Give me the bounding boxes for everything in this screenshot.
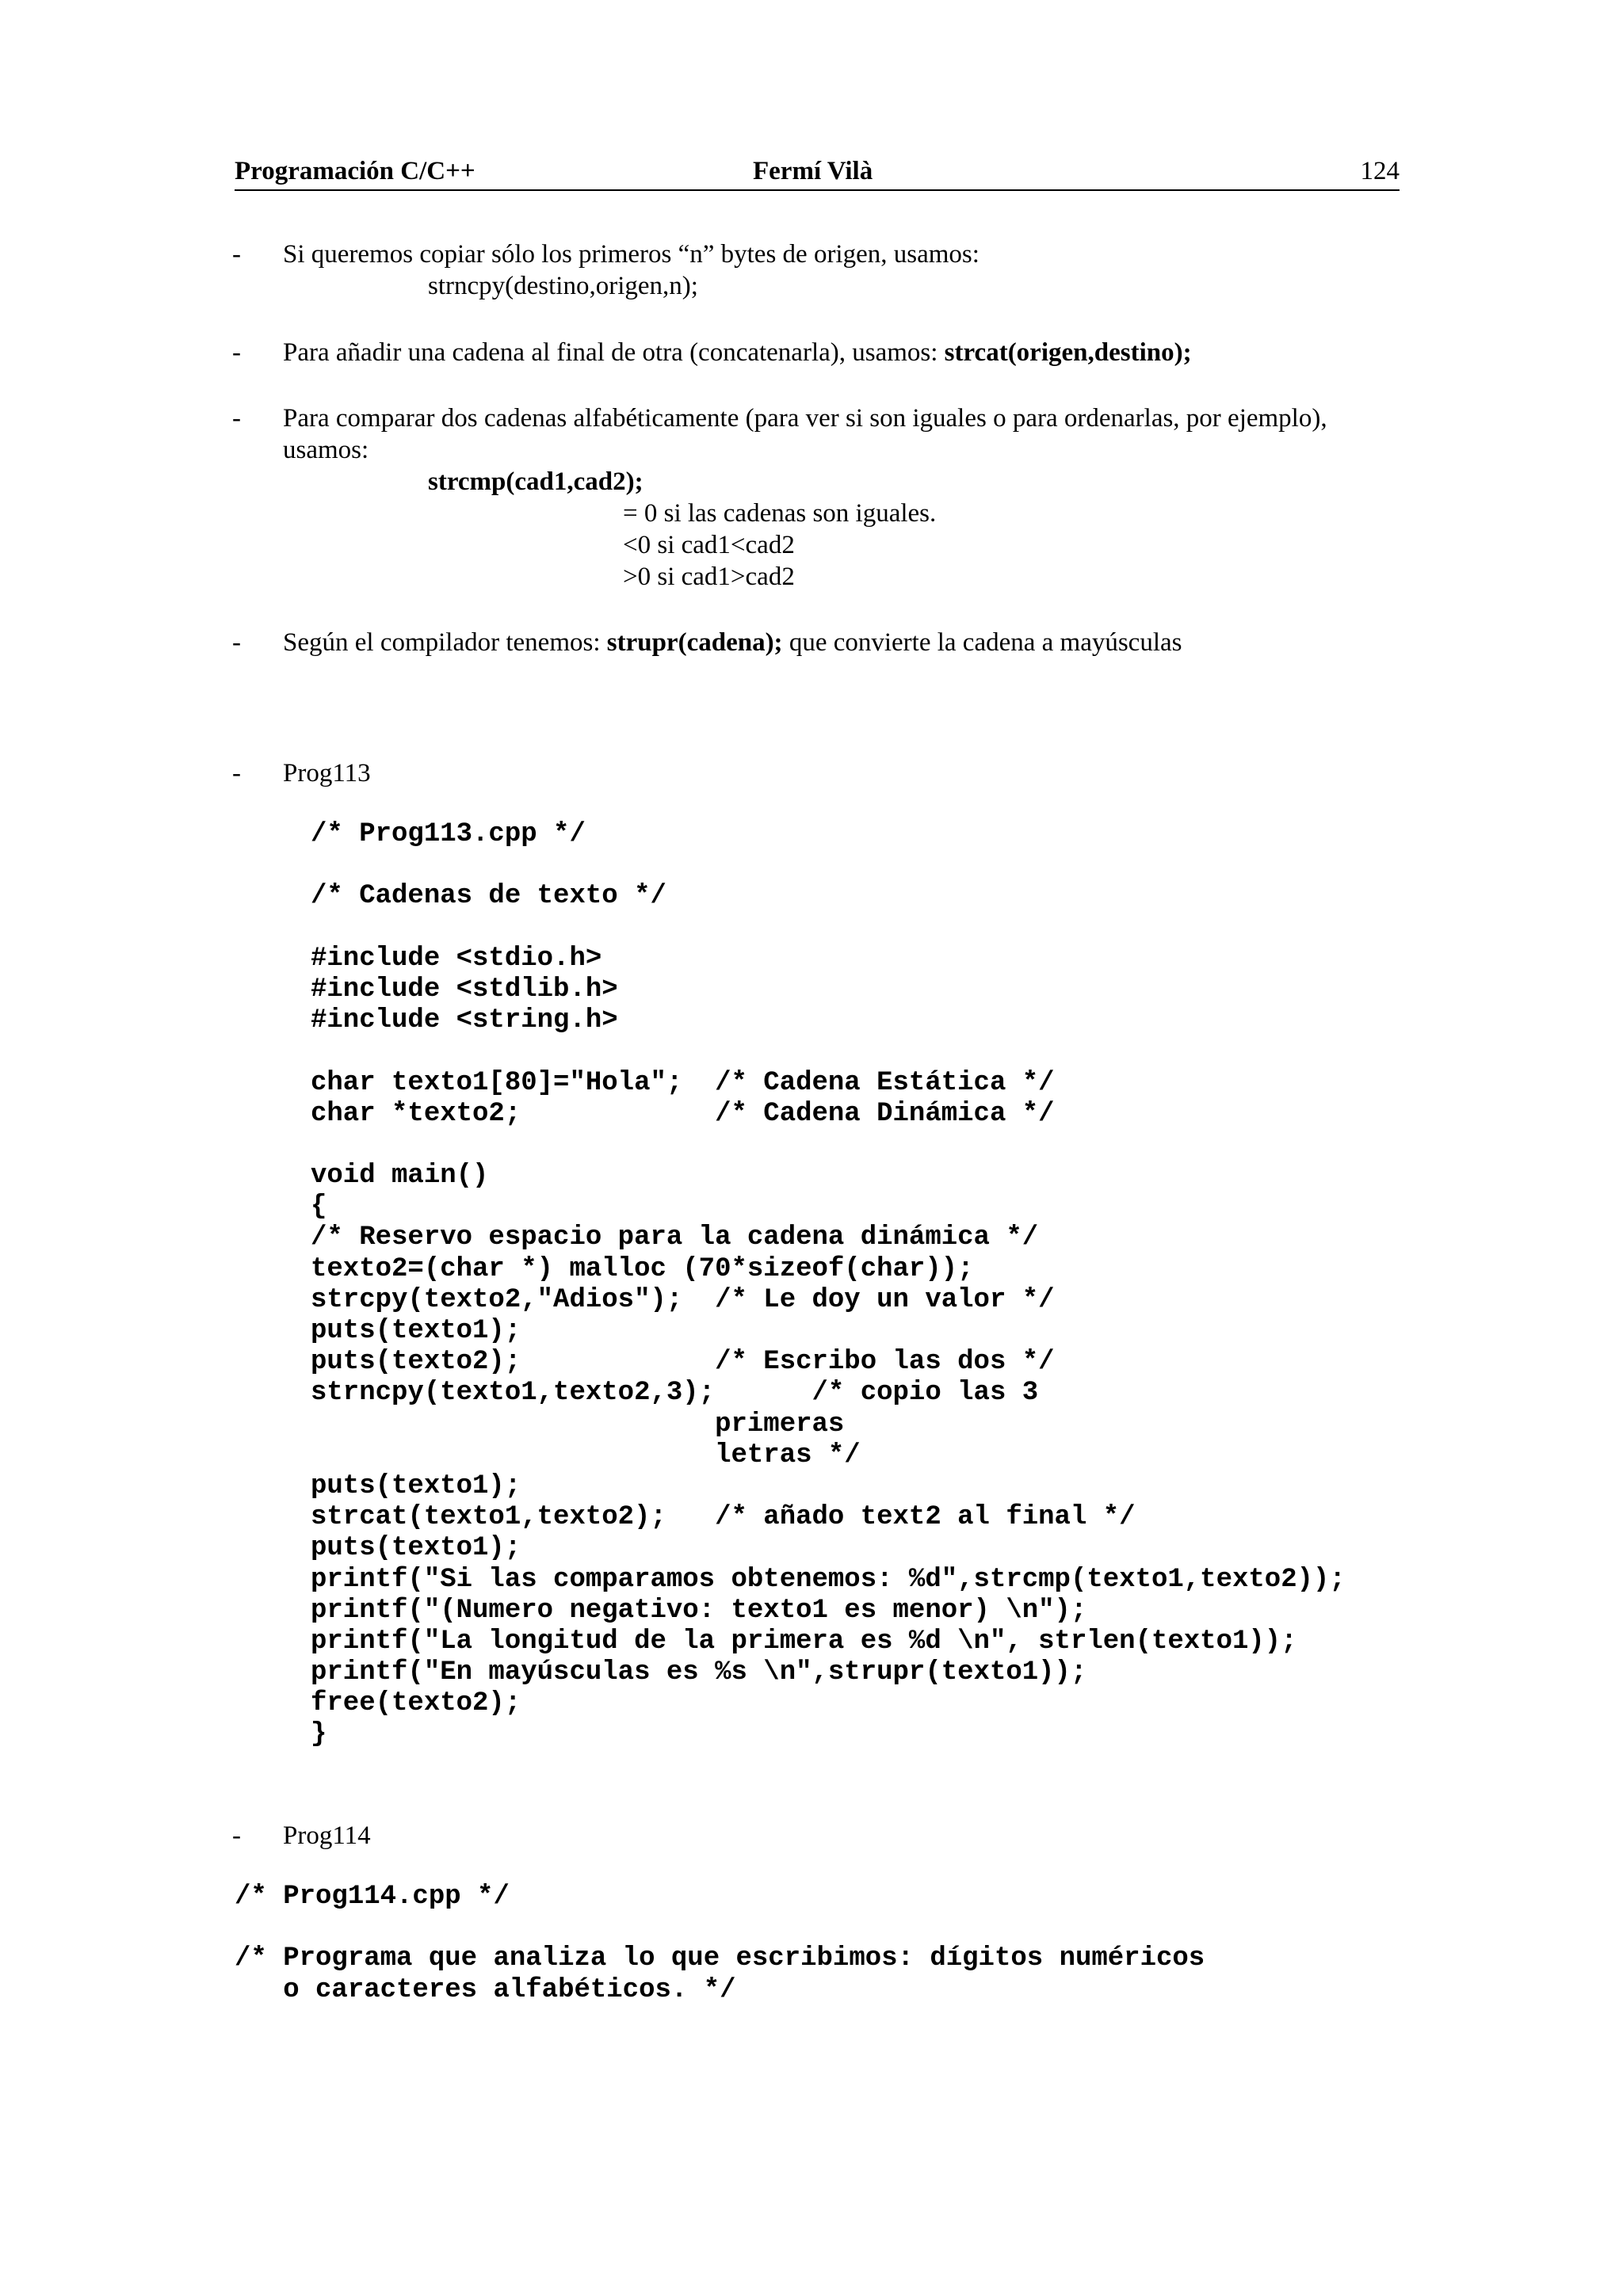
code-line: o caracteres alfabéticos. */	[235, 1974, 736, 2005]
bullet-marker: -	[232, 759, 241, 788]
strcmp-description-line1: Para comparar dos cadenas alfabéticamente (para ver si son iguales o para ordenarlas, por ejemplo),	[283, 404, 1327, 433]
code-line	[311, 1036, 1346, 1067]
page-number: 124	[1360, 157, 1400, 185]
code-line: void main()	[311, 1161, 489, 1192]
code-line	[311, 850, 1346, 881]
code-line: printf("Si las comparamos obtenemos: %d",strcmp(texto1,texto2));	[311, 1564, 1346, 1595]
bullet-marker: -	[232, 404, 241, 433]
bullet-marker: -	[232, 1821, 241, 1850]
strcmp-result-less: <0 si cad1<cad2	[623, 531, 795, 559]
strcmp-description-line2: usamos:	[283, 436, 369, 464]
code-line: {	[311, 1192, 327, 1222]
strupr-after: que convierte la cadena a mayúsculas	[782, 628, 1182, 657]
strcat-description	[283, 337, 1192, 368]
code-line: strncpy(texto1,texto2,3); /* copio las 3	[311, 1378, 1039, 1409]
prog114-label: Prog114	[283, 1821, 371, 1850]
code-line: texto2=(char *) malloc (70*sizeof(char));	[311, 1253, 974, 1284]
code-line: puts(texto1);	[311, 1470, 521, 1501]
code-line: }	[311, 1719, 327, 1750]
prog114-code-listing	[235, 1882, 1205, 2006]
strncpy-example: strncpy(destino,origen,n);	[428, 272, 698, 300]
header-title: Programación C/C++	[235, 157, 475, 185]
code-line	[235, 1913, 1205, 1943]
header-rule	[235, 189, 1400, 191]
code-line: /* Reservo espacio para la cadena dinámica */	[311, 1222, 1039, 1253]
header-author: Fermí Vilà	[753, 157, 873, 185]
code-line: /* Prog113.cpp */	[311, 819, 586, 849]
code-line: puts(texto1);	[311, 1316, 521, 1346]
bullet-marker: -	[232, 240, 241, 269]
code-line: printf("La longitud de la primera es %d \n", strlen(texto1));	[311, 1626, 1297, 1657]
strcmp-result-equal: = 0 si las cadenas son iguales.	[623, 499, 937, 528]
code-line: /* Prog114.cpp */	[235, 1882, 510, 1912]
strupr-description	[283, 627, 1182, 658]
code-line: #include <string.h>	[311, 1005, 618, 1036]
strcmp-function: strcmp(cad1,cad2);	[428, 467, 643, 496]
code-line	[311, 913, 1346, 944]
strcat-text: Para añadir una cadena al final de otra (concatenarla), usamos:	[283, 338, 945, 367]
code-line: strcpy(texto2,"Adios"); /* Le doy un valor */	[311, 1284, 1055, 1315]
code-line: /* Cadenas de texto */	[311, 881, 666, 912]
code-line: char texto1[80]="Hola"; /* Cadena Estática */	[311, 1067, 1055, 1098]
code-line: printf("(Numero negativo: texto1 es menor) \n");	[311, 1595, 1087, 1626]
code-line: free(texto2);	[311, 1688, 521, 1719]
strupr-function: strupr(cadena);	[606, 628, 783, 657]
code-line: printf("En mayúsculas es %s \n",strupr(texto1));	[311, 1657, 1087, 1688]
bullet-marker: -	[232, 338, 241, 367]
bullet-marker: -	[232, 628, 241, 657]
code-line: char *texto2; /* Cadena Dinámica */	[311, 1098, 1055, 1129]
code-line	[311, 1130, 1346, 1161]
code-line: #include <stdlib.h>	[311, 974, 618, 1005]
prog113-label: Prog113	[283, 759, 371, 788]
strcmp-result-greater: >0 si cad1>cad2	[623, 563, 795, 591]
strupr-text: Según el compilador tenemos:	[283, 628, 607, 657]
code-line: #include <stdio.h>	[311, 943, 602, 974]
code-line: /* Programa que analiza lo que escribimos: dígitos numéricos	[235, 1943, 1205, 1974]
strncpy-description: Si queremos copiar sólo los primeros “n” bytes de origen, usamos:	[283, 240, 980, 269]
code-line: puts(texto1);	[311, 1533, 521, 1564]
strcat-function: strcat(origen,destino);	[944, 338, 1192, 367]
prog113-code-listing	[311, 819, 1346, 1751]
code-line: letras */	[311, 1440, 861, 1470]
code-line: strcat(texto1,texto2); /* añado text2 al final */	[311, 1502, 1136, 1533]
code-line: primeras	[311, 1409, 845, 1440]
code-line: puts(texto2); /* Escribo las dos */	[311, 1347, 1055, 1378]
